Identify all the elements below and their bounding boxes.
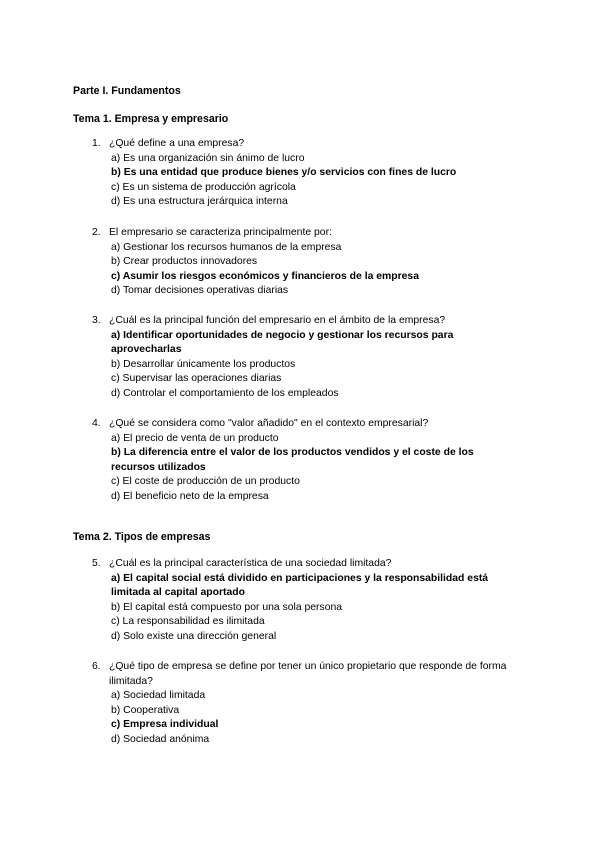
- answer-option: b) Cooperativa: [111, 704, 180, 716]
- answer-option: c) Supervisar las operaciones diarias: [111, 373, 282, 385]
- question-5: [92, 557, 512, 645]
- question-6: [92, 660, 512, 748]
- answer-option: b) Desarrollar únicamente los productos: [111, 358, 296, 370]
- answer-option: a) El precio de venta de un producto: [111, 432, 279, 444]
- question-number: 2.: [92, 227, 101, 238]
- answer-option: d) Tomar decisiones operativas diarias: [111, 285, 289, 297]
- question-number: 4.: [92, 418, 101, 429]
- answer-option-correct: a) El capital social está dividido en participaciones y la responsabilidad está limitada al capital aportado: [111, 572, 489, 599]
- question-3: [92, 314, 512, 402]
- answer-option: b) Crear productos innovadores: [111, 256, 258, 268]
- question-text: ¿Qué define a una empresa?: [109, 138, 245, 149]
- question-text: ¿Qué tipo de empresa se define por tener un único propietario que responde de forma ilimitada?: [109, 661, 507, 687]
- part-title: Parte I. Fundamentos: [73, 85, 181, 97]
- answer-option: d) El beneficio neto de la empresa: [111, 490, 269, 502]
- question-text: ¿Cuál es la principal función del empresario en el ámbito de la empresa?: [109, 315, 446, 326]
- answer-option-correct: b) La diferencia entre el valor de los productos vendidos y el coste de los recursos utilizados: [111, 447, 474, 473]
- question-4: [92, 417, 512, 505]
- answer-option: c) El coste de producción de un producto: [111, 476, 300, 488]
- question-text: ¿Cuál es la principal característica de una sociedad limitada?: [109, 558, 392, 569]
- answer-option-correct: a) Identificar oportunidades de negocio y gestionar los recursos para aprovecharlas: [111, 329, 454, 356]
- question-number: 6.: [92, 661, 101, 672]
- answer-option: a) Es una organización sin ánimo de lucro: [111, 152, 305, 164]
- question-2: [92, 226, 512, 299]
- question-1: [92, 137, 512, 210]
- answer-option-correct: b) Es una entidad que produce bienes y/o servicios con fines de lucro: [111, 167, 457, 179]
- answer-option-correct: c) Empresa individual: [111, 719, 219, 731]
- answer-option-correct: c) Asumir los riesgos económicos y financieros de la empresa: [111, 270, 419, 282]
- answer-option: d) Controlar el comportamiento de los empleados: [111, 387, 339, 399]
- answer-option: b) El capital está compuesto por una sola persona: [111, 601, 343, 613]
- answer-option: c) Es un sistema de producción agrícola: [111, 181, 296, 193]
- answer-option: a) Gestionar los recursos humanos de la empresa: [111, 241, 342, 253]
- question-number: 5.: [92, 558, 101, 569]
- answer-option: d) Es una estructura jerárquica interna: [111, 196, 288, 208]
- question-text: El empresario se caracteriza principalmente por:: [109, 227, 332, 238]
- answer-option: c) La responsabilidad es ilimitada: [111, 616, 265, 628]
- answer-option: a) Sociedad limitada: [111, 690, 206, 702]
- question-number: 1.: [92, 138, 101, 149]
- answer-option: d) Sociedad anónima: [111, 733, 210, 745]
- answer-option: d) Solo existe una dirección general: [111, 630, 277, 642]
- question-number: 3.: [92, 315, 101, 326]
- topic-title-1: Tema 1. Empresa y empresario: [73, 113, 229, 125]
- topic-title-2: Tema 2. Tipos de empresas: [73, 531, 211, 543]
- question-text: ¿Qué se considera como "valor añadido" en el contexto empresarial?: [109, 418, 429, 429]
